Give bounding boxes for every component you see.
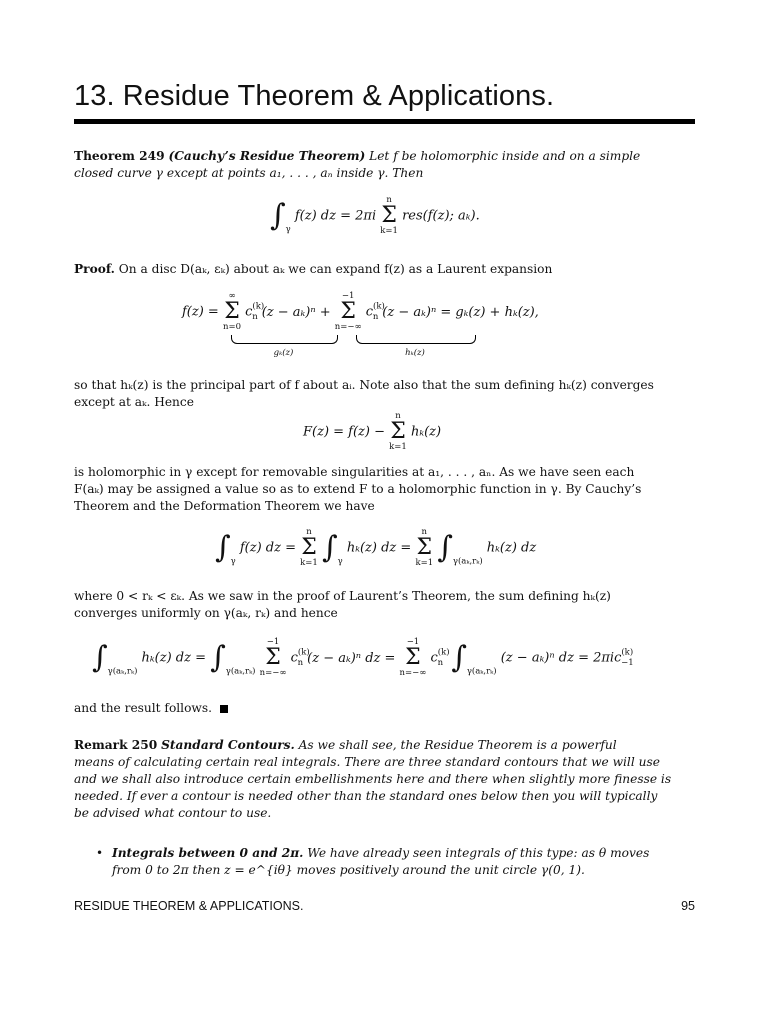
remark-text-3: and we shall also introduce certain embellishments here and there when slightly more finesse is <box>74 772 672 786</box>
sum-operator: −1 Σ n=−∞ <box>334 291 362 332</box>
proof-text-3: except at aₖ. Hence <box>74 395 194 409</box>
F-lhs: F(z) = f(z) − <box>303 424 385 440</box>
laurent-lhs: f(z) = <box>182 304 219 320</box>
theorem-paragraph <box>74 148 695 182</box>
theorem-label: Theorem 249 <box>74 149 165 163</box>
remark-name: Standard Contours. <box>161 738 295 752</box>
proof-text-2: so that hₖ(z) is the principal part of f about aᵢ. Note also that the sum defining hₖ(z) converges <box>74 378 654 392</box>
underbrace-g <box>231 335 338 344</box>
sum-operator: −1 Σ n=−∞ <box>259 637 287 678</box>
sum-operator: −1 Σ n=−∞ <box>399 637 427 678</box>
proof-label: Proof. <box>74 262 115 276</box>
proof-text-6: Theorem and the Deformation Theorem we have <box>74 499 375 513</box>
remark-text-4: needed. If ever a contour is needed other than the standard ones below then you will typically <box>74 789 658 803</box>
underbrace-h-label: hₖ(z) <box>405 348 425 358</box>
underbrace-g-label: gₖ(z) <box>273 348 294 358</box>
remark-text-5: be advised what contour to use. <box>74 806 272 820</box>
title-rule <box>74 119 695 124</box>
bullet-text-1: We have already seen integrals of this type: as θ moves <box>307 846 650 860</box>
residue-rhs: res(f(z); aₖ). <box>402 208 480 224</box>
running-head: RESIDUE THEOREM & APPLICATIONS. <box>74 899 304 913</box>
underbrace-h <box>356 335 476 344</box>
remark-text-1: As we shall see, the Residue Theorem is a powerful <box>298 738 617 752</box>
proof-text-7: where 0 < rₖ < εₖ. As we saw in the proof of Laurent’s Theorem, the sum defining hₖ(z) <box>74 589 611 603</box>
residue-lhs: f(z) dz = 2πi <box>294 208 377 224</box>
theorem-name: (Cauchy’s Residue Theorem) <box>168 149 366 163</box>
proof-text-8: converges uniformly on γ(aₖ, rₖ) and hence <box>74 606 338 620</box>
sum-operator: n Σ k=1 <box>380 195 398 236</box>
page-number: 95 <box>681 899 695 913</box>
page-footer <box>74 899 695 913</box>
proof-text-5: F(aₖ) may be assigned a value so as to extend F to a holomorphic function in γ. By Cauchy’s <box>74 482 642 496</box>
sum-operator: ∞ Σ n=0 <box>222 291 241 332</box>
proof-paragraph-2 <box>74 377 695 411</box>
integral-sign: ∫ <box>270 198 286 233</box>
bullet-head: Integrals between 0 and 2π. <box>112 846 304 860</box>
equation-F <box>303 412 441 452</box>
bullet-marker-icon: • <box>96 846 104 860</box>
theorem-text-1: Let f be holomorphic inside and on a simple <box>369 149 641 163</box>
F-rhs: hₖ(z) <box>410 424 442 440</box>
theorem-line-1 <box>74 148 695 165</box>
remark-paragraph <box>74 737 695 822</box>
remark-line-1 <box>74 737 695 754</box>
page-title: 13. Residue Theorem & Applications. <box>74 80 555 112</box>
proof-paragraph-3 <box>74 464 695 515</box>
sum-operator: n Σ k=1 <box>300 527 318 568</box>
equation-laurent: f(z) = ∞ Σ n=0 $c^{(k)}_n$ (z − aₖ)ⁿ + −1 Σ n=−∞ $c^{(k)}_n$ (z − aₖ)ⁿ = gₖ(z) + hₖ(z), <box>182 291 539 332</box>
bullet-item <box>112 845 695 879</box>
qed-square-icon <box>220 705 228 713</box>
bullet-line-1 <box>112 845 695 862</box>
bullet-text-2: from 0 to 2π then z = e^{iθ} moves positively around the unit circle γ(0, 1). <box>112 863 585 877</box>
proof-text-9: and the result follows. <box>74 701 212 715</box>
proof-text-1: On a disc D(aₖ, εₖ) about aₖ we can expand f(z) as a Laurent expansion <box>118 262 553 276</box>
integral-contour: γ <box>285 224 291 235</box>
equation-final: $\int_{\gamma(a_k,r_k)}$ hₖ(z) dz = $\int_{\gamma(a_k,r_k)}$ −1 Σ n=−∞ $c^{(k)}_n$ (z − aₖ)ⁿ dz = −1 Σ n=−∞ $c^{(k)}_n$ $\int_{\gamma(a_k,r_k)}$ (z − aₖ)ⁿ dz = 2πic$^{(k)}_{-1}$ <box>92 637 634 678</box>
equation-deformation: $\int_\gamma$ f(z) dz = n Σ k=1 $\int_\gamma$ hₖ(z) dz = n Σ k=1 $\int_{\gamma(a_k,r_k)}$ hₖ(z) dz <box>215 527 537 568</box>
proof-conclusion <box>74 700 695 717</box>
sum-operator: n Σ k=1 <box>415 527 434 568</box>
proof-paragraph-4 <box>74 588 695 622</box>
theorem-text-2: closed curve γ except at points a₁, . . . , aₙ inside γ. Then <box>74 166 424 180</box>
remark-text-2: means of calculating certain real integrals. There are three standard contours that we will use <box>74 755 660 769</box>
sum-operator: n Σ k=1 <box>389 411 407 452</box>
equation-residue <box>270 196 480 236</box>
remark-label: Remark 250 <box>74 738 158 752</box>
proof-text-4: is holomorphic in γ except for removable singularities at a₁, . . . , aₙ. As we have seen each <box>74 465 635 479</box>
proof-line-1 <box>74 261 695 278</box>
